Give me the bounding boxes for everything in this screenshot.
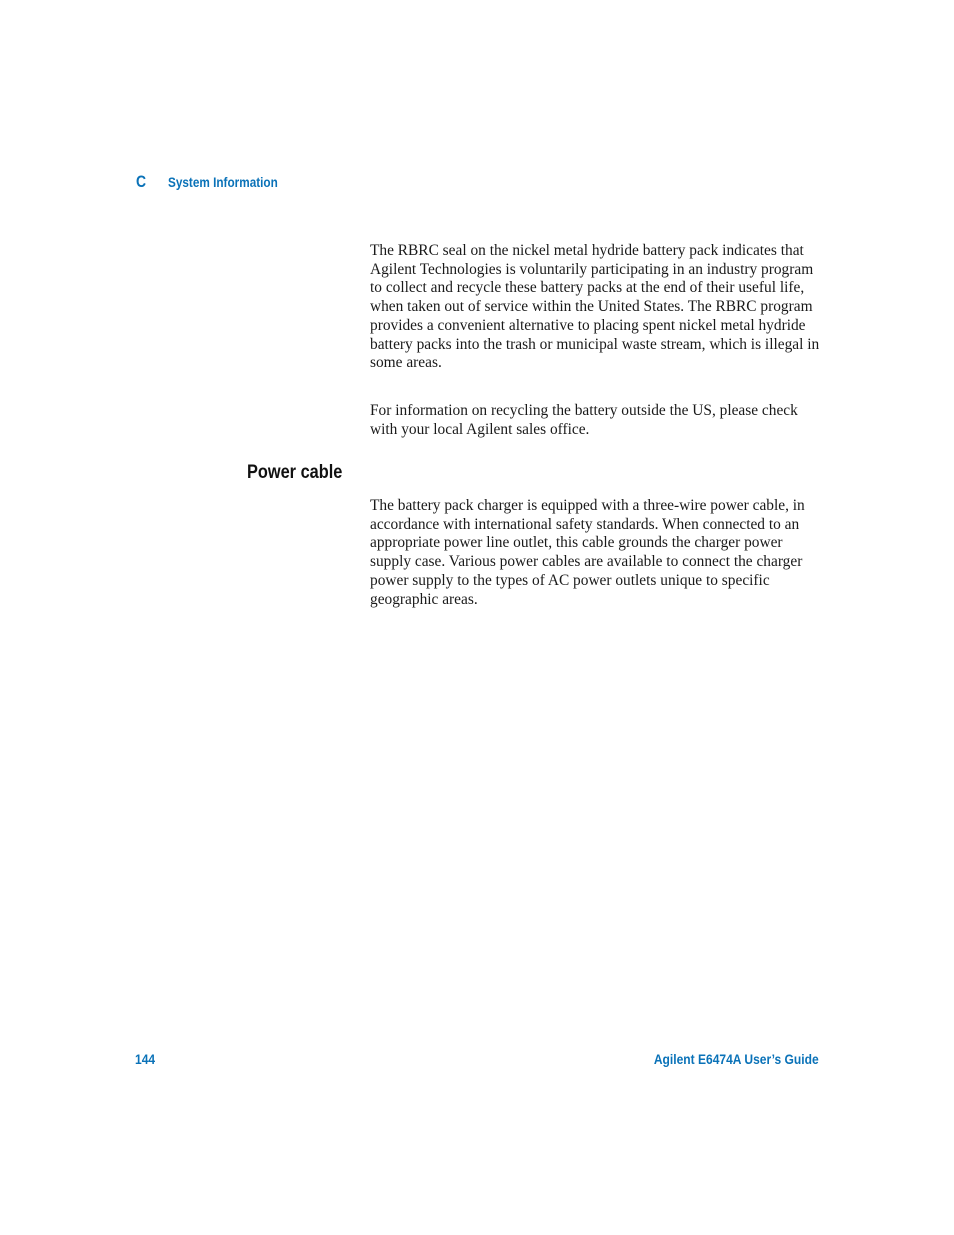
- page-number: 144: [135, 1051, 156, 1067]
- appendix-letter: C: [136, 172, 147, 191]
- document-title: Agilent E6474A User’s Guide: [654, 1051, 819, 1067]
- section-title: System Information: [168, 174, 278, 190]
- recycling-info-paragraph: For information on recycling the battery outside the US, please check with your local Agilent sales office.: [370, 402, 798, 438]
- power-cable-heading: Power cable: [247, 462, 343, 483]
- rbrc-paragraph: The RBRC seal on the nickel metal hydride battery pack indicates that Agilent Technologies is voluntarily participating in an industry program to collect and recycle these battery packs at the end of their useful life, when taken out of service within the United States. The RBRC program provides a convenient alternative to placing spent nickel metal hydride battery packs into the trash or municipal waste stream, which is illegal in some areas.: [370, 242, 820, 372]
- power-cable-paragraph: The battery pack charger is equipped with a three-wire power cable, in accordance with international safety standards. When connected to an appropriate power line outlet, this cable grounds the charger power supply case. Various power cables are available to connect the charger power supply to the types of AC power outlets unique to specific geographic areas.: [370, 497, 805, 608]
- running-header: [136, 172, 299, 192]
